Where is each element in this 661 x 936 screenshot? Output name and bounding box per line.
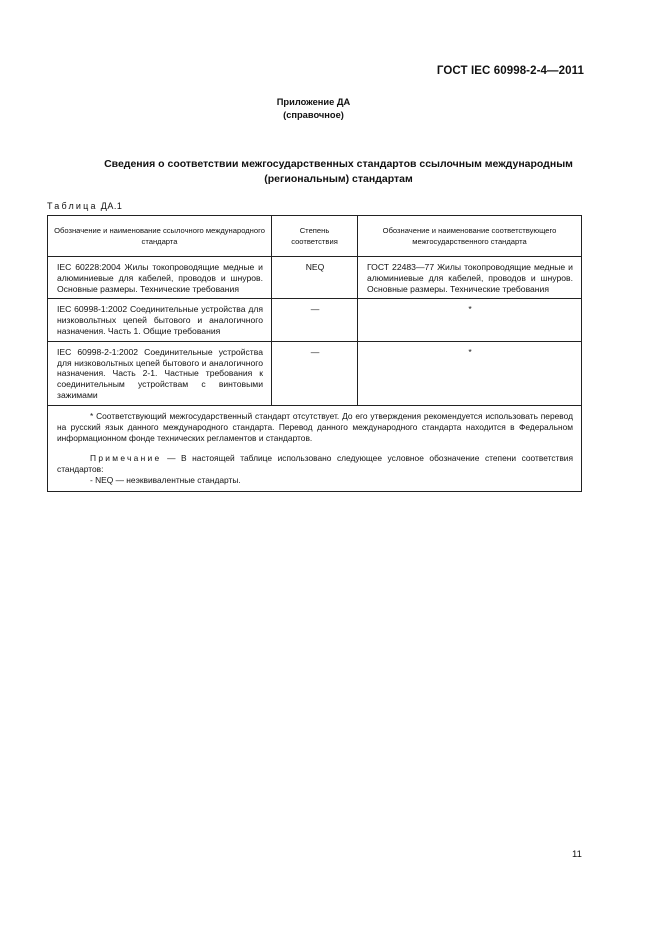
correspondence-table <box>47 215 582 492</box>
section-title-line-1: Сведения о соответствии межгосударственных стандартов ссылочным международным <box>104 158 573 170</box>
cell-national-standard: * <box>358 341 582 405</box>
cell-reference-standard: IEC 60998-2-1:2002 Соединительные устройства для низковольтных цепей бытового и аналогичного назначения. Часть 2-1. Частные требования к соединительным устройствам с винтовыми зажимами <box>48 341 272 405</box>
note-item: - NEQ — неэквивалентные стандарты. <box>90 475 241 486</box>
cell-degree: NEQ <box>272 257 358 299</box>
table-caption-id: ДА.1 <box>100 201 123 211</box>
table-row <box>48 299 582 341</box>
table-caption-prefix: Таблица <box>47 201 98 211</box>
table-row <box>48 341 582 405</box>
table-header-row <box>48 216 582 257</box>
cell-degree: — <box>272 341 358 405</box>
header-degree: Степень соответствия <box>272 216 358 257</box>
note-text: — В настоящей таблице использовано следующее условное обозначение степени соответствия стандартов: <box>57 452 574 474</box>
cell-reference-standard: IEC 60228:2004 Жилы токопроводящие медные и алюминиевые для кабелей, проводов и шнуров. Основные размеры. Технические требования <box>48 257 272 299</box>
table-notes-cell <box>48 405 582 491</box>
table-note <box>57 453 573 476</box>
table-notes-row <box>48 405 582 491</box>
appendix-heading <box>0 96 627 122</box>
cell-reference-standard: IEC 60998-1:2002 Соединительные устройства для низковольтных цепей бытового и аналогичного назначения. Часть 1. Общие требования <box>48 299 272 341</box>
cell-degree: — <box>272 299 358 341</box>
section-title-line-2: (региональным) стандартам <box>264 173 413 185</box>
header-national-standard: Обозначение и наименование соответствующего межгосударственного стандарта <box>358 216 582 257</box>
note-label: Примечание <box>90 452 162 463</box>
table-caption <box>47 201 122 211</box>
appendix-title: Приложение ДА <box>276 97 351 107</box>
page-number: 11 <box>572 849 582 860</box>
cell-national-standard: ГОСТ 22483—77 Жилы токопроводящие медные и алюминиевые для кабелей, проводов и шнуров. Основные размеры. Технические требования <box>358 257 582 299</box>
section-title <box>50 157 627 187</box>
cell-national-standard: * <box>358 299 582 341</box>
table-row <box>48 257 582 299</box>
table-footnote: * Соответствующий межгосударственный стандарт отсутствует. До его утверждения рекомендуется использовать перевод на русский язык данного международного стандарта. Перевод данного международного стандарта находится в Федеральном информационном фонде технических регламентов и стандартов. <box>57 410 573 444</box>
appendix-type: (справочное) <box>283 110 344 120</box>
header-reference-standard: Обозначение и наименование ссылочного международного стандарта <box>48 216 272 257</box>
document-code: ГОСТ IEC 60998-2-4—2011 <box>436 65 584 77</box>
